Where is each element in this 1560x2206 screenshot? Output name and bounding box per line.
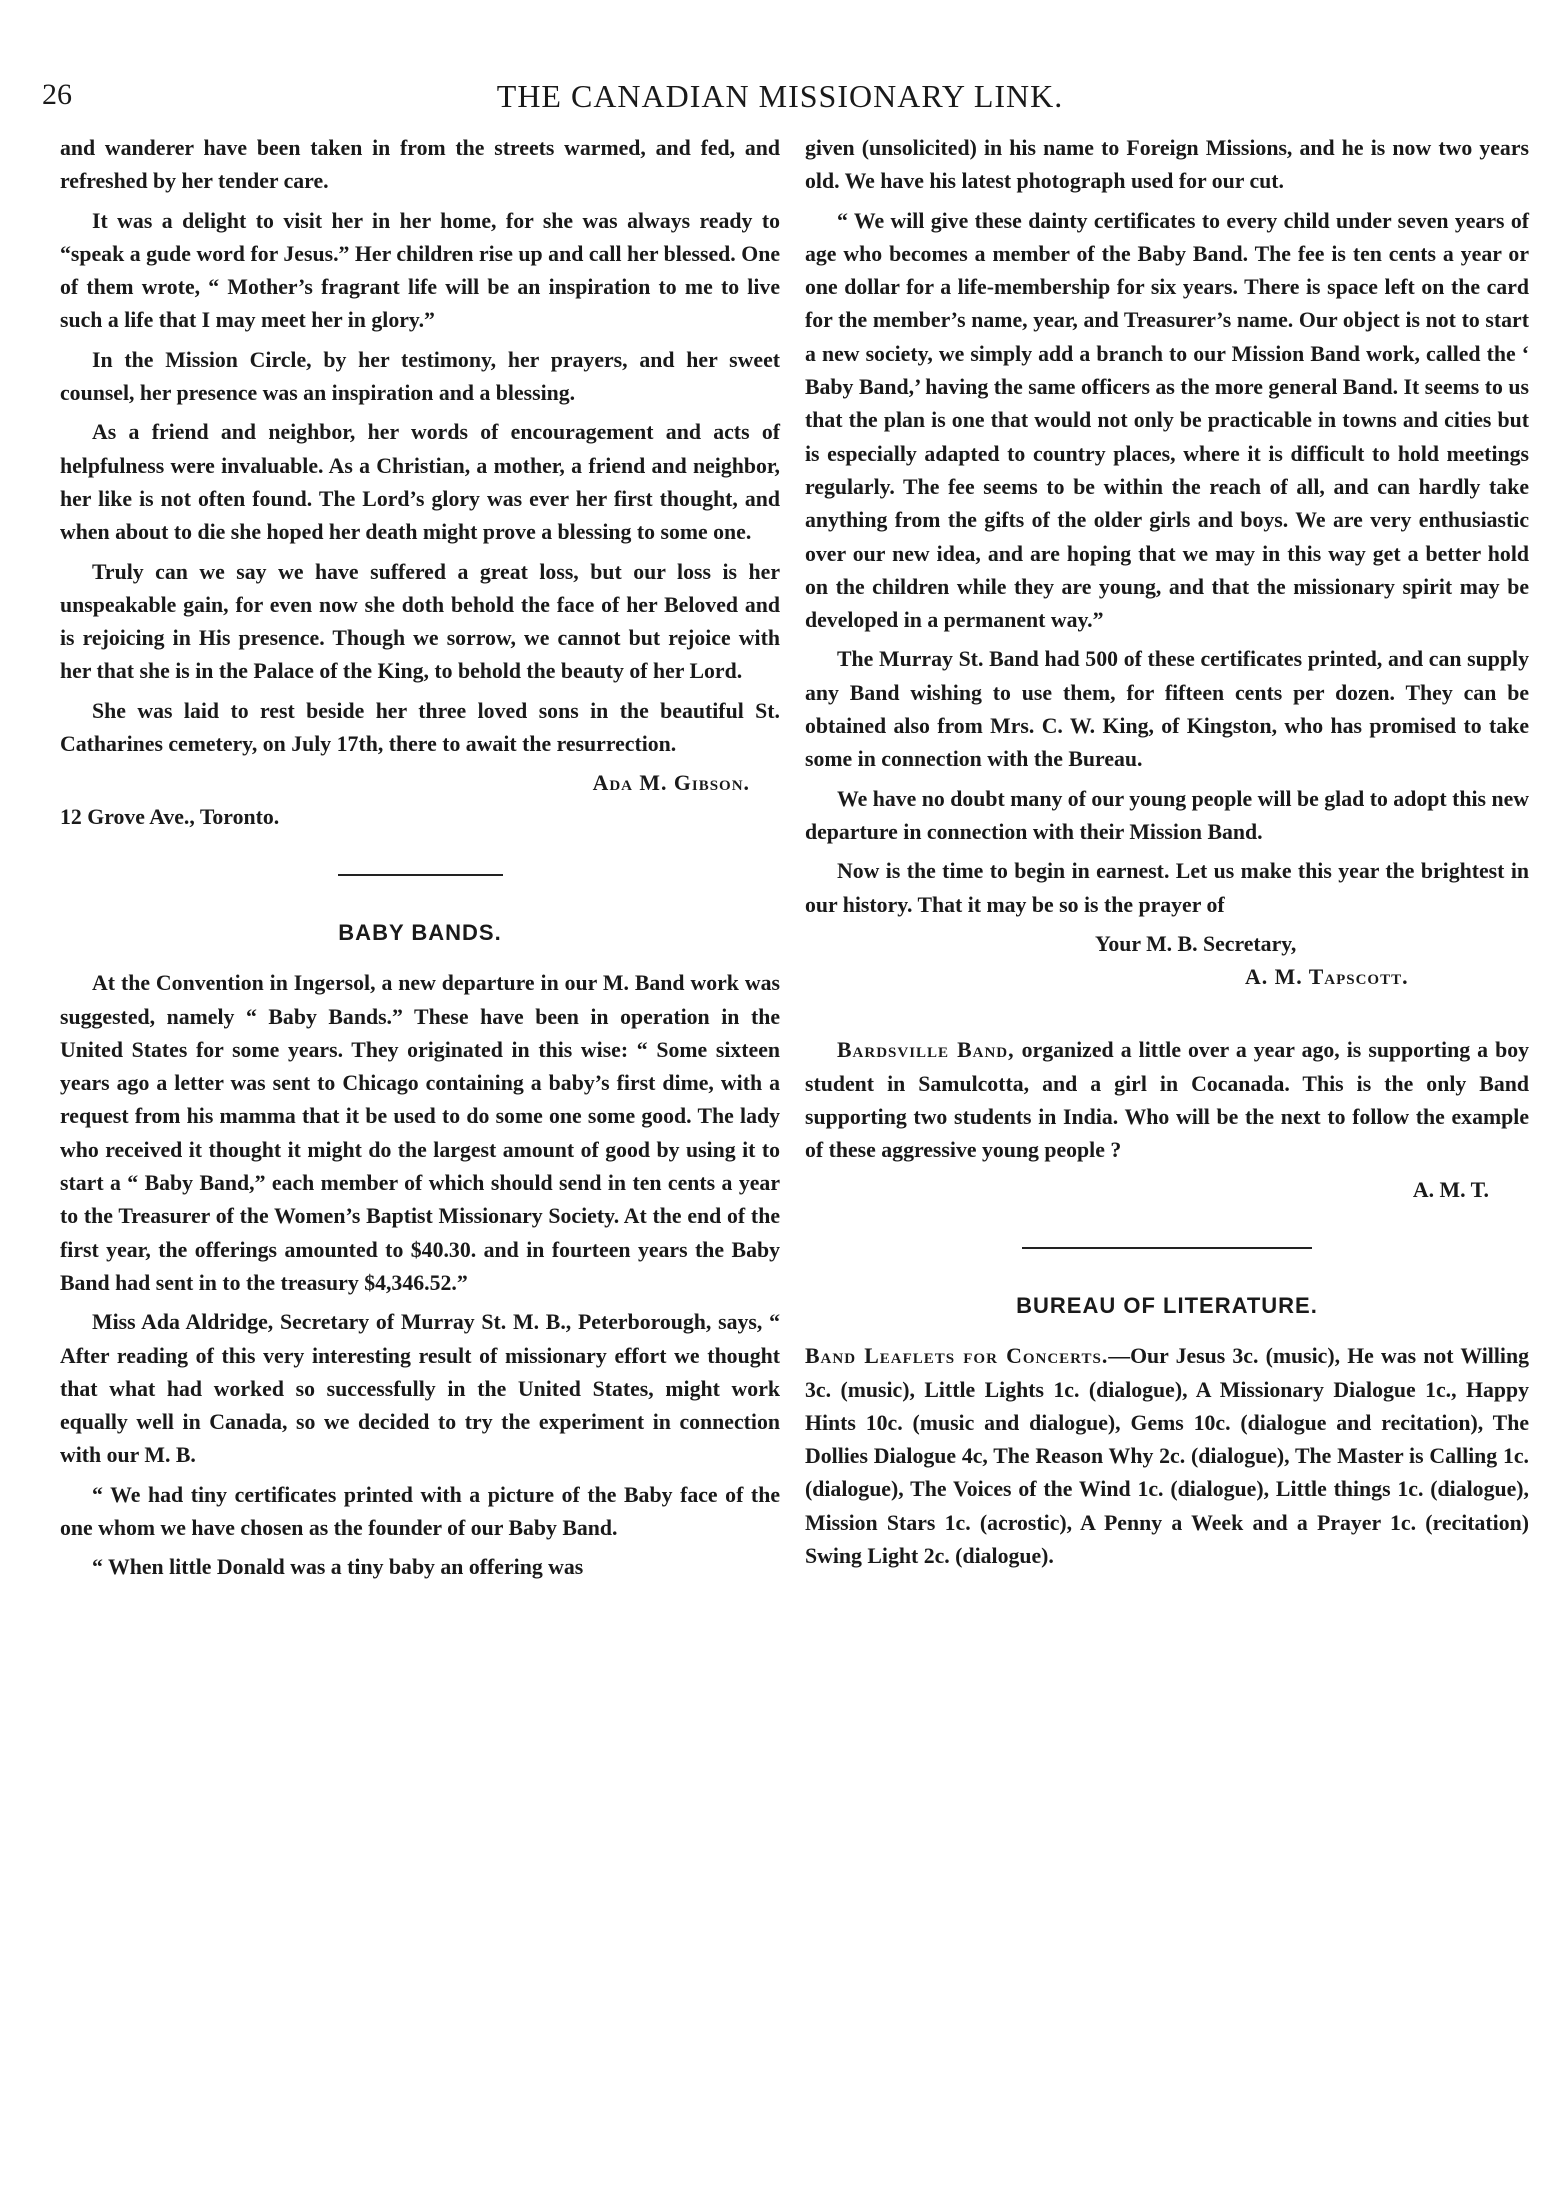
bureau-heading: BUREAU OF LITERATURE. — [1016, 1292, 1318, 1318]
page-header — [42, 78, 1518, 128]
paragraph: We have no doubt many of our young people will be glad to adopt this new departure in connection with their Mission Band. — [805, 786, 1529, 844]
secretary-signoff: Your M. B. Secretary, — [1095, 931, 1297, 956]
bardsville-text: organized a little over a year ago, is supporting a boy student in Samulcotta, and a girl in Cocanada. This is the only Band supporting two students in India. Who will be the next to follow the example of these aggressive young people ? — [805, 1038, 1529, 1163]
paragraph: At the Convention in Ingersol, a new departure in our M. Band work was suggested, namely “ Baby Bands.” These have been in operation in the United States for some years. They originated in this wise: “ Some sixteen years ago a letter was sent to Chicago containing a baby’s first dime, with a request from his mamma that it be used to do some one some good. The lady who received it thought it might do the largest amount of good by using it to start a “ Baby Band,” each member of which should send in ten cents a year to the Treasurer of the Women’s Baptist Missionary Society. At the end of the first year, the offerings amounted to $40.30. and in fourteen years the Baby Band had sent in to the treasury $4,346.52.” — [60, 971, 780, 1295]
paragraph: As a friend and neighbor, her words of encouragement and acts of helpfulness were invaluable. As a Christian, a mother, a friend and neighbor, her like is not often found. The Lord’s glory was ever her first thought, and when about to die she hoped her death might prove a blessing to some one. — [60, 420, 780, 545]
paragraph: “ When little Donald was a tiny baby an offering was — [92, 1555, 584, 1580]
bureau-paragraph — [805, 1340, 1529, 1573]
paragraph: In the Mission Circle, by her testimony, her prayers, and her sweet counsel, her presence was an inspiration and a blessing. — [60, 347, 780, 406]
spacer — [805, 994, 1529, 1034]
paragraph: “ We will give these dainty certificates to every child under seven years of age who becomes a member of the Baby Band. The fee is ten cents a year or one dollar for a life-membership for six years. There is space left on the card for the member’s name, year, and Treasurer’s name. Our object is not to start a new society, we simply add a branch to our Mission Band work, called the ‘ Baby Band,’ having the same officers as the more general Band. It seems to us that the plan is one that would not only be practicable in towns and cities but is especially adapted to country places, where it is difficult to hold meetings regularly. The fee seems to be within the reach of all, and can hardly take anything from the gifts of the older girls and boys. We are very enthusiastic over our new idea, and are hoping that we may in this way get a better hold on the children while they are young, and that the missionary spirit may be developed in a permanent way.” — [805, 208, 1529, 633]
paragraph: Now is the time to begin in earnest. Let us make this year the brightest in our history. That it may be so is the prayer of — [805, 859, 1529, 917]
baby-bands-heading: BABY BANDS. — [338, 919, 502, 945]
bardsville-paragraph — [805, 1034, 1529, 1167]
bardsville-initials: A. M. T. — [1412, 1177, 1489, 1202]
left-column — [60, 132, 780, 1591]
paragraph: She was laid to rest beside her three loved sons in the beautiful St. Catharines cemetery, on July 17th, there to await the resurrection. — [60, 698, 780, 757]
section-divider — [338, 874, 503, 876]
paragraph: The Murray St. Band had 500 of these certificates printed, and can supply any Band wishing to use them, for fifteen cents per dozen. They can be obtained also from Mrs. C. W. King, of Kingston, who has promised to take some in connection with the Bureau. — [805, 647, 1529, 772]
paragraph: and wanderer have been taken in from the streets warmed, and fed, and refreshed by her tender care. — [60, 136, 780, 194]
bureau-lead: Band Leaflets for Concerts. — [805, 1344, 1109, 1369]
section-divider — [1022, 1247, 1312, 1249]
journal-title: THE CANADIAN MISSIONARY LINK. — [496, 78, 1064, 114]
paragraph: It was a delight to visit her in her home, for she was always ready to “speak a gude word for Jesus.” Her children rise up and call her blessed. One of them wrote, “ Mother’s fragrant life will be an inspiration to me to live such a life that I may meet her in glory.” — [60, 208, 780, 333]
paragraph: Miss Ada Aldridge, Secretary of Murray St. M. B., Peterborough, says, “ After reading of this very interesting result of missionary effort we thought that what had worked so successfully in the United States, might work equally well in Canada, so we decided to try the experiment in connection with our M. B. — [60, 1310, 780, 1468]
bureau-text: —Our Jesus 3c. (music), He was not Willing 3c. (music), Little Lights 1c. (dialogue), A Missionary Dialogue 1c., Happy Hints 10c. (music and dialogue), Gems 10c. (dialogue and recitation), The Dollies Dialogue 4c, The Reason Why 2c. (dialogue), The Master is Calling 1c. (dialogue), The Voices of the Wind 1c. (dialogue), Little things 1c. (dialogue), Mission Stars 1c. (acrostic), A Penny a Week and a Prayer 1c. (recitation) Swing Light 2c. (dialogue). — [805, 1344, 1529, 1568]
obituary-signature: Ada M. Gibson. — [592, 771, 750, 796]
paragraph: “ We had tiny certificates printed with a picture of the Baby face of the one whom we have chosen as the founder of our Baby Band. — [60, 1482, 780, 1540]
right-column — [805, 132, 1529, 1579]
obituary-address: 12 Grove Ave., Toronto. — [60, 804, 280, 829]
paragraph: given (unsolicited) in his name to Foreign Missions, and he is now two years old. We have his latest photograph used for our cut. — [805, 136, 1529, 194]
paragraph: Truly can we say we have suffered a great loss, but our loss is her unspeakable gain, for even now she doth behold the face of her Beloved and is rejoicing in His presence. Though we sorrow, we cannot but rejoice with her that she is in the Palace of the King, to behold the beauty of her Lord. — [60, 559, 780, 684]
secretary-name: A. M. Tapscott. — [1245, 965, 1409, 990]
page-number: 26 — [42, 78, 72, 111]
bardsville-lead: Bardsville Band, — [837, 1038, 1015, 1063]
